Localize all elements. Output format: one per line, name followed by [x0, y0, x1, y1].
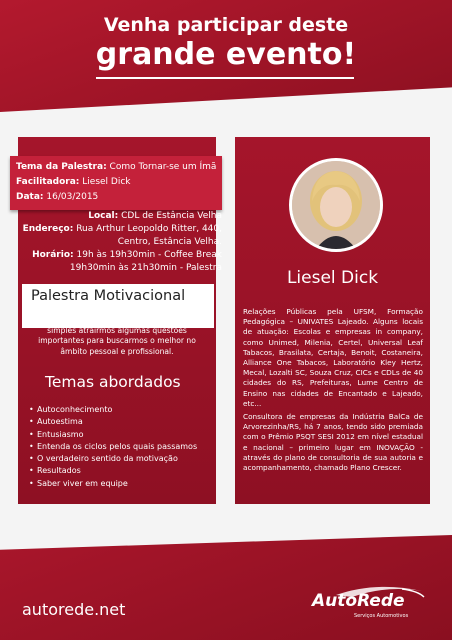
data-value: 16/03/2015 — [46, 192, 99, 202]
logo-text: AutoRede — [312, 591, 405, 611]
endereco-line-2: Centro, Estância Velha. — [117, 237, 222, 247]
bullet-icon: • — [29, 466, 34, 476]
horario-line — [32, 250, 222, 260]
endereco-value: Rua Arthur Leopoldo Ritter, 440, — [76, 224, 222, 234]
facilitadora-value: Liesel Dick — [82, 177, 131, 187]
list-item — [29, 429, 197, 441]
autorede-logo — [306, 585, 430, 625]
header-line-2: grande evento! — [95, 37, 357, 72]
bullet-icon: • — [29, 429, 34, 439]
speaker-portrait-icon — [292, 161, 380, 249]
location-block — [18, 208, 222, 278]
endereco-label: Endereço: — [22, 224, 74, 234]
horario-label: Horário: — [32, 250, 74, 260]
facilitadora-line — [16, 177, 131, 187]
local-value: CDL de Estância Velha — [121, 211, 222, 221]
tema-value: Como Tornar-se um Ímã — [109, 162, 217, 172]
facilitadora-label: Facilitadora: — [16, 177, 80, 187]
palestra-description: A palestra tem por objetivo mostrar como é simples atrairmos algumas questões importantes para buscarmos o melhor no âmbito pessoal e profissional. — [33, 316, 201, 356]
speaker-name: Liesel Dick — [286, 268, 379, 288]
list-item-text: O verdadeiro sentido da motivação — [37, 454, 178, 464]
header-underline — [96, 77, 354, 79]
logo-subtitle: Serviços Automotivos — [354, 613, 409, 619]
event-ribbon — [10, 156, 222, 210]
speaker-photo — [289, 158, 383, 252]
list-item-text: Resultados — [37, 466, 81, 476]
local-label: Local: — [88, 211, 119, 221]
speaker-bio-1: Relações Públicas pela UFSM, Formação Pedagógica – UNIVATES Lajeado. Alguns locais de atuação: Escolas e empresas in company, como Unimed, Milenia, Certel, Universal Leaf Tabacos, Brasilata, Certaja, Benoit, Costaneira, Alliance One Tabacos, Laboratório Kley Hertz, Mecal, Lozalti SC, Souza Cruz, CICs e CDLs de 40 cidades do RS, Prefeituras, Lume Centro de Ensino nas cidades de Encantado e Lajeado, etc... — [243, 307, 423, 408]
list-item — [29, 404, 197, 416]
list-item — [29, 453, 197, 465]
bullet-icon: • — [29, 454, 34, 464]
palestra-title: Palestra Motivacional — [31, 288, 186, 304]
list-item-text: Entenda os ciclos pelos quais passamos — [37, 441, 198, 451]
tema-line — [16, 162, 216, 172]
endereco-line — [23, 224, 222, 234]
bullet-icon: • — [29, 478, 34, 488]
tema-label: Tema da Palestra: — [16, 162, 107, 172]
footer-website: autorede.net — [22, 600, 126, 619]
list-item-text: Saber viver em equipe — [37, 478, 128, 488]
bullet-icon: • — [29, 417, 34, 427]
horario-line-2: 19h30min às 21h30min - Palestra — [69, 263, 222, 273]
list-item-text: Autoconhecimento — [37, 405, 113, 414]
list-item — [29, 441, 197, 453]
data-label: Data: — [16, 192, 44, 202]
list-item-text: Entusiasmo — [37, 429, 84, 439]
temas-list — [29, 404, 197, 490]
header-line-1: Venha participar deste — [103, 14, 349, 36]
speaker-bio-2: Consultora de empresas da Indústria BalCa de Arvorezinha/RS, há 7 anos, tendo sido premiada com o Prêmio PSQT SESI 2012 em nível estadual e nacional – primeiro lugar em INOVAÇÃO - através do plano de consultoria de sua autoria e acompanhamento, chamado Plano Crescer. — [243, 412, 423, 473]
temas-title: Temas abordados — [45, 373, 181, 391]
data-line — [16, 192, 98, 202]
list-item — [29, 416, 197, 428]
horario-value: 19h às 19h30min - Coffee Break — [76, 250, 222, 260]
list-item — [29, 465, 197, 477]
local-line — [88, 211, 222, 221]
bullet-icon: • — [29, 441, 34, 451]
list-item-text: Autoestima — [37, 417, 83, 427]
list-item — [29, 478, 197, 490]
bullet-icon: • — [29, 405, 34, 414]
